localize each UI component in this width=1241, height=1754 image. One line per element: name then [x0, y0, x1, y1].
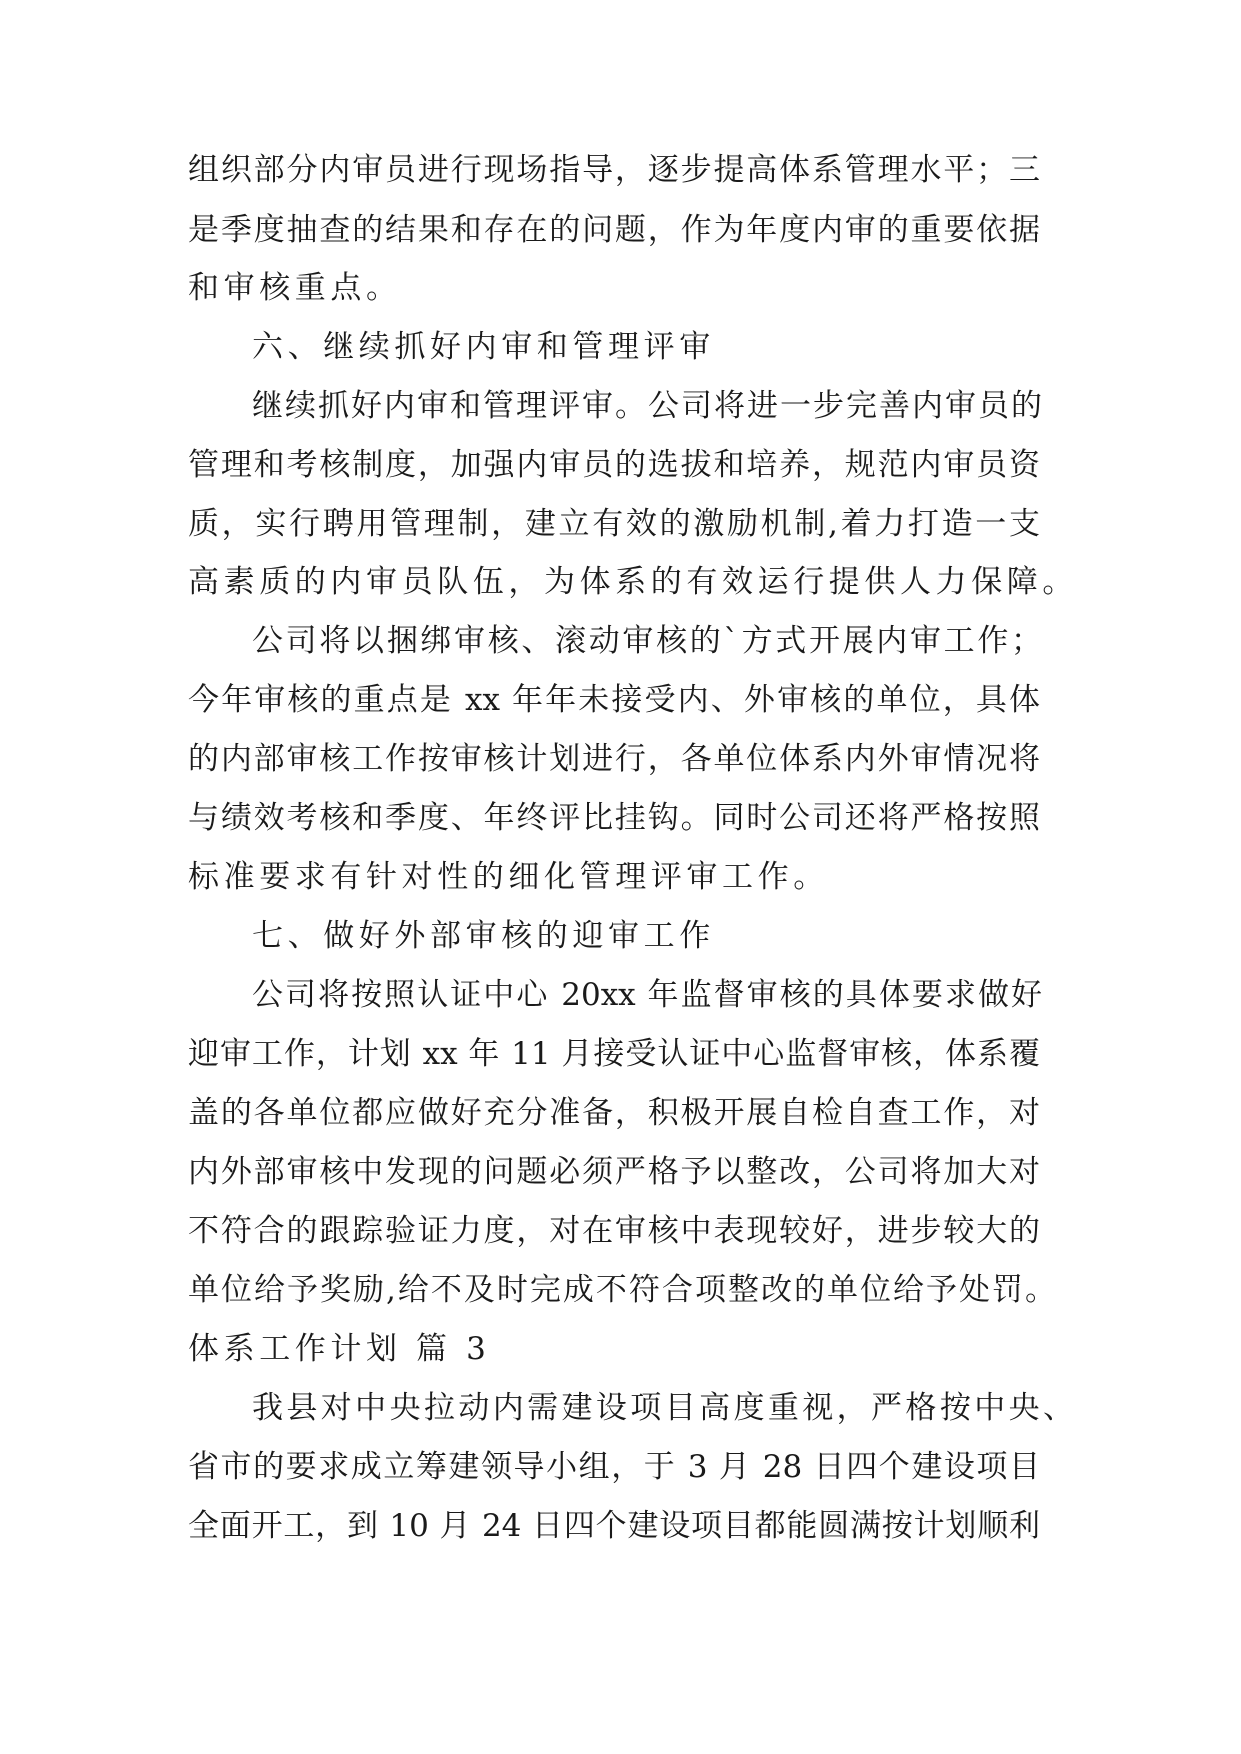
section-heading: 七、做好外部审核的迎审工作: [252, 918, 715, 954]
text-line: 与绩效考核和季度、年终评比挂钩。同时公司还将严格按照: [188, 800, 1040, 836]
text-line: 管理和考核制度，加强内审员的选拔和培养，规范内审员资: [188, 447, 1040, 483]
text-line: 继续抓好内审和管理评审。公司将进一步完善内审员的: [252, 388, 1042, 424]
text-line: 标准要求有针对性的细化管理评审工作。: [188, 859, 829, 895]
text-line: 不符合的跟踪验证力度，对在审核中表现较好，进步较大的: [188, 1213, 1040, 1249]
text-line: 迎审工作，计划 xx 年 11 月接受认证中心监督审核，体系覆: [188, 1036, 1040, 1072]
text-line: 和审核重点。: [188, 270, 402, 306]
text-line: 高素质的内审员队伍，为体系的有效运行提供人力保障。: [188, 564, 1078, 600]
text-line: 我县对中央拉动内需建设项目高度重视，严格按中央、: [252, 1390, 1074, 1426]
text-line: 盖的各单位都应做好充分准备，积极开展自检自查工作，对: [188, 1095, 1040, 1131]
text-line: 是季度抽查的结果和存在的问题，作为年度内审的重要依据: [188, 212, 1040, 248]
section-title: 体系工作计划 篇 3: [188, 1331, 491, 1367]
text-line: 全面开工，到 10 月 24 日四个建设项目都能圆满按计划顺利: [188, 1508, 1040, 1544]
text-line: 公司将按照认证中心 20xx 年监督审核的具体要求做好: [252, 977, 1042, 1013]
text-line: 省市的要求成立筹建领导小组，于 3 月 28 日四个建设项目: [188, 1449, 1040, 1485]
text-line: 质，实行聘用管理制，建立有效的激励机制,着力打造一支: [188, 506, 1040, 542]
text-line: 今年审核的重点是 xx 年年未接受内、外审核的单位，具体: [188, 682, 1040, 718]
text-line: 内外部审核中发现的问题必须严格予以整改，公司将加大对: [188, 1154, 1040, 1190]
text-line: 组织部分内审员进行现场指导，逐步提高体系管理水平；三: [188, 152, 1040, 188]
text-line: 单位给予奖励,给不及时完成不符合项整改的单位给予处罚。: [188, 1272, 1056, 1308]
text-line: 公司将以捆绑审核、滚动审核的`方式开展内审工作；: [252, 623, 1042, 659]
text-line: 的内部审核工作按审核计划进行，各单位体系内外审情况将: [188, 741, 1040, 777]
section-heading: 六、继续抓好内审和管理评审: [252, 329, 715, 365]
